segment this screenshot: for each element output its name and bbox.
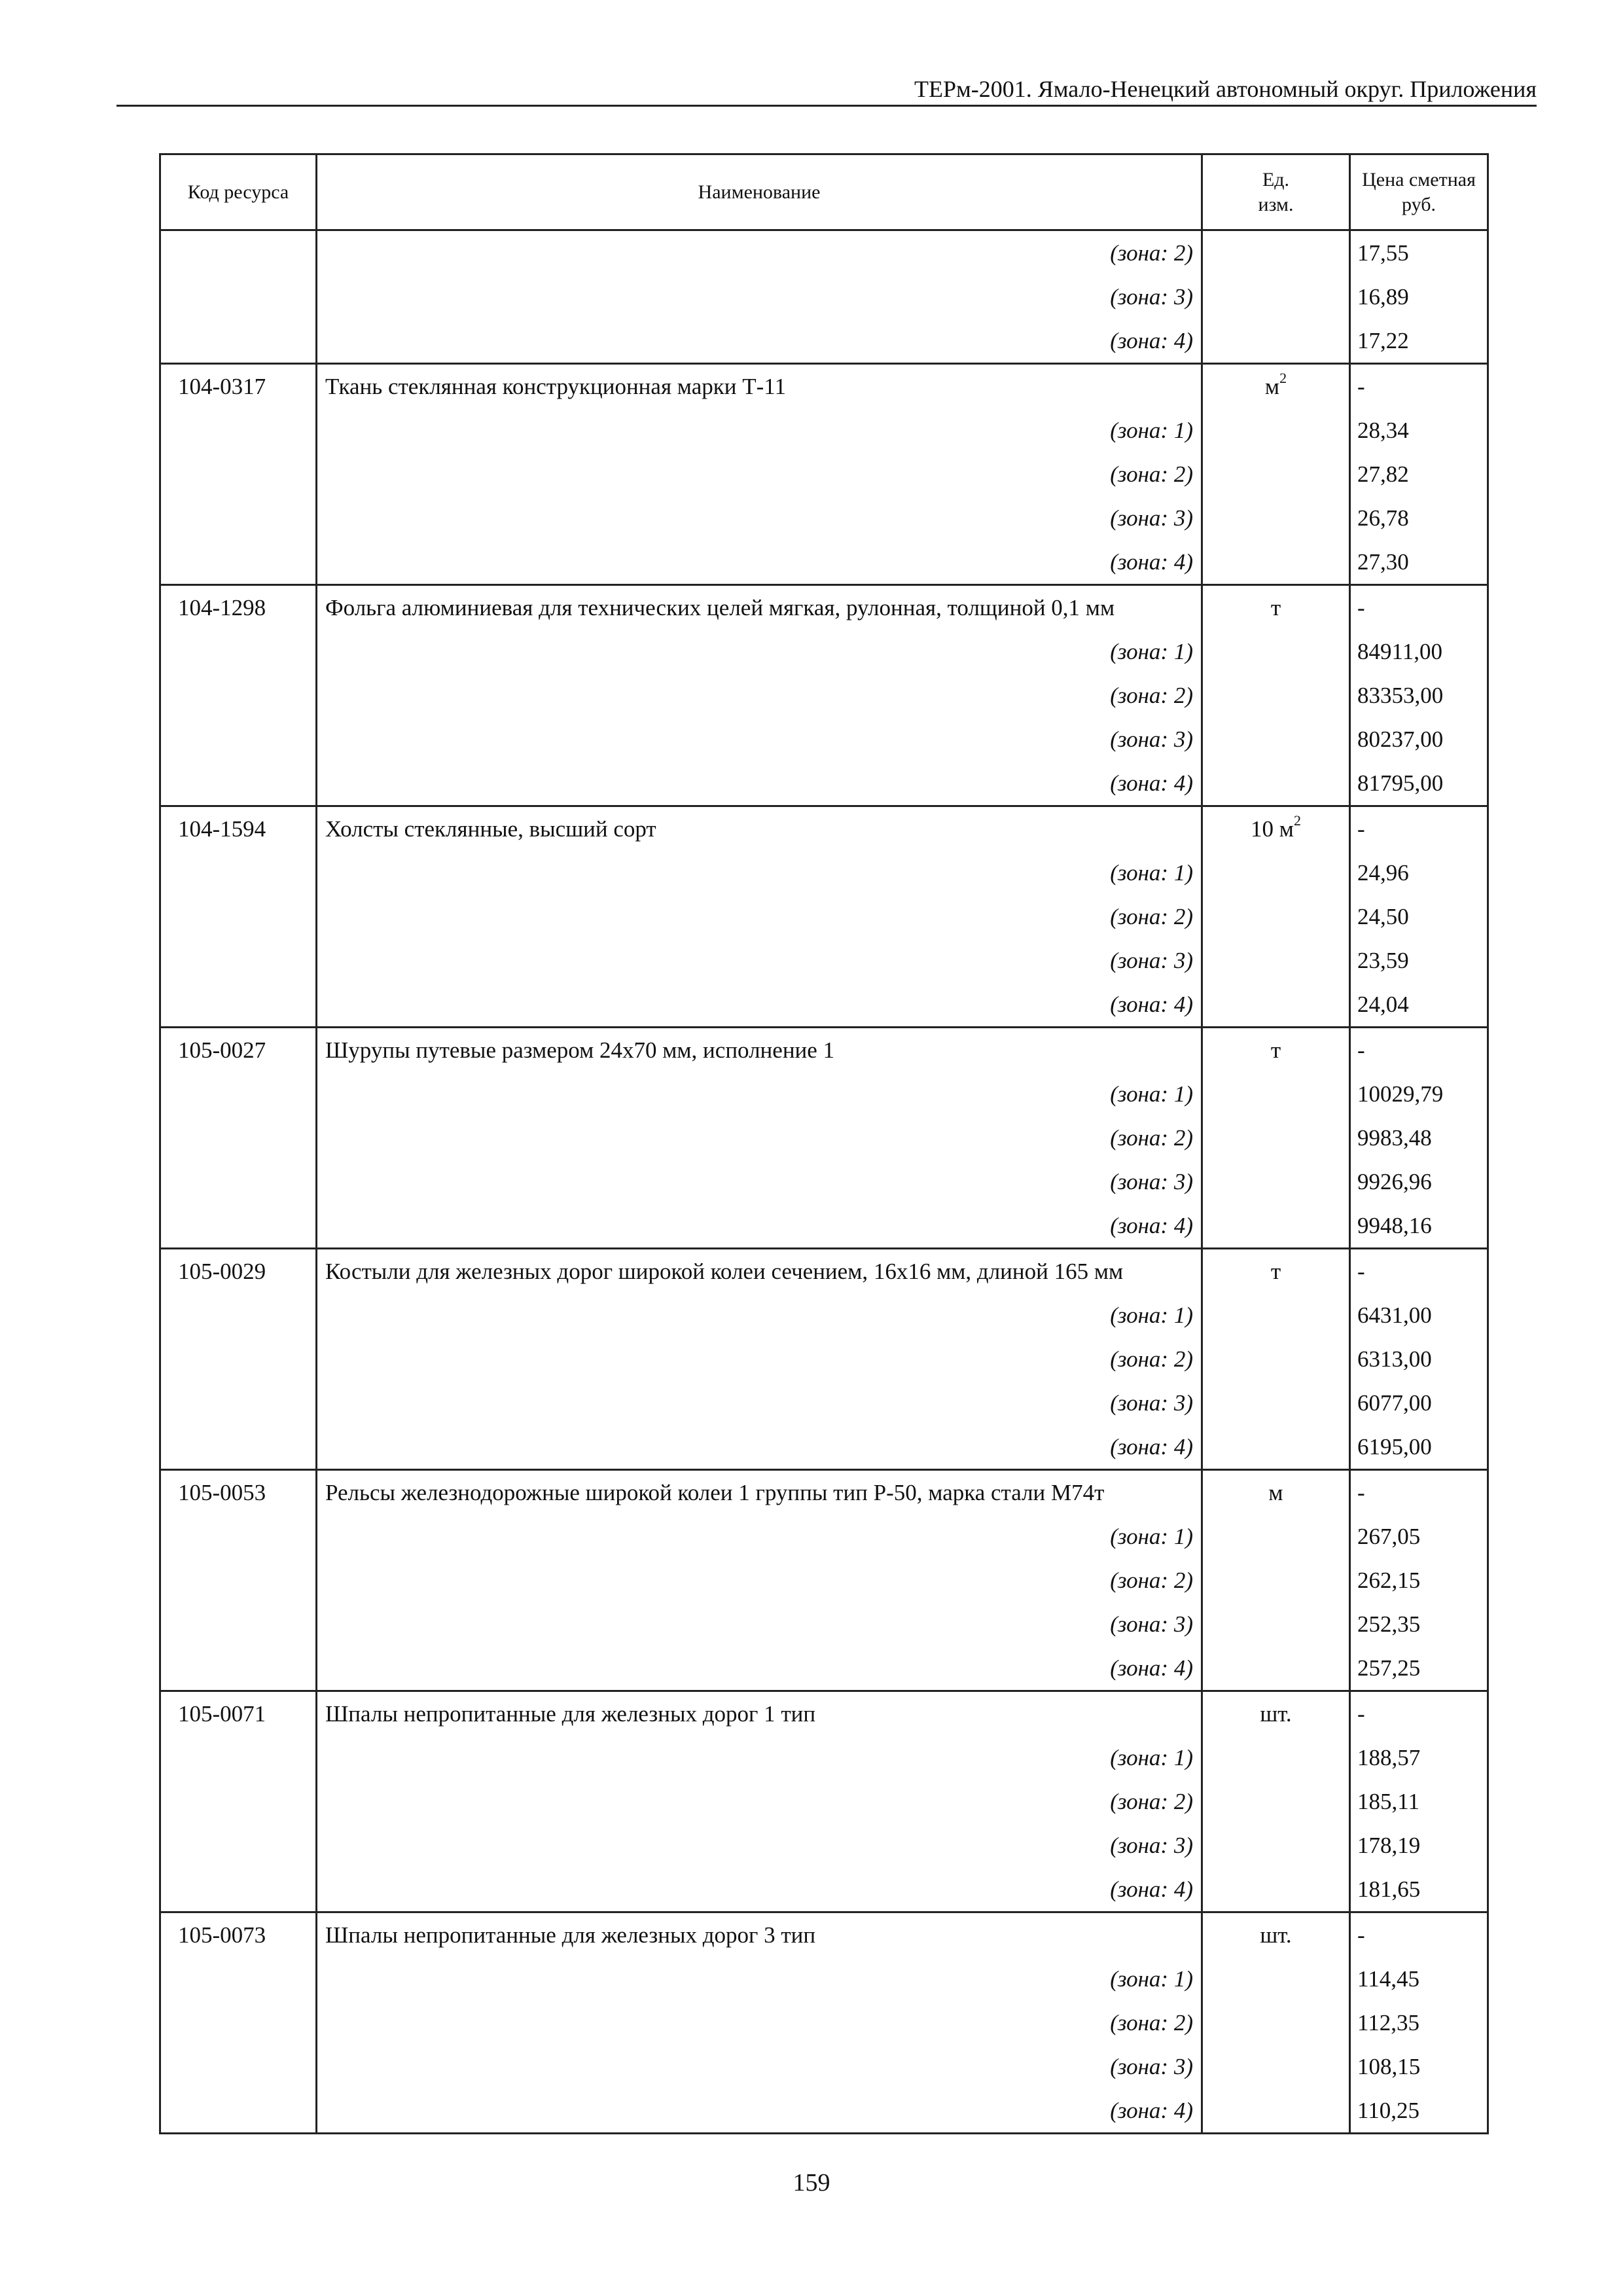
table-row <box>160 1691 1488 1912</box>
unit-text: 10 м <box>1251 816 1294 842</box>
unit-cell <box>1202 1912 1350 2134</box>
resource-code-cell <box>160 1691 317 1912</box>
unit-value <box>1203 365 1349 408</box>
zone-label: (зона: 4) <box>1110 1213 1193 1238</box>
resource-name: Костыли для железных дорог широкой колеи сечением, 16х16 мм, длиной 165 мм <box>325 1259 1124 1284</box>
page-number: 159 <box>793 2169 830 2197</box>
resource-code: 105-0027 <box>178 1037 266 1063</box>
zone-label: (зона: 2) <box>1110 1346 1193 1372</box>
zone-label: (зона: 4) <box>1110 328 1193 353</box>
zone-price: 185,11 <box>1357 1789 1419 1814</box>
zone-price: 6313,00 <box>1357 1346 1432 1372</box>
zone-label: (зона: 4) <box>1110 1655 1193 1681</box>
running-header: ТЕРм-2001. Ямало-Ненецкий автономный округ. Приложения <box>116 73 1537 107</box>
unit-value <box>1203 1249 1349 1293</box>
zone-price: 9926,96 <box>1357 1169 1432 1194</box>
resource-code: 104-1594 <box>178 816 266 842</box>
unit-text: т <box>1270 595 1281 620</box>
zone-label: (зона: 2) <box>1110 1568 1193 1593</box>
zone-price: 108,15 <box>1357 2054 1421 2079</box>
zone-label: (зона: 1) <box>1110 639 1193 664</box>
table-row <box>160 806 1488 1028</box>
resource-code: 104-0317 <box>178 374 266 399</box>
resource-name: Холсты стеклянные, высший сорт <box>325 816 656 842</box>
zone-label: (зона: 3) <box>1110 726 1193 752</box>
price-cell <box>1350 585 1488 806</box>
zone-label: (зона: 4) <box>1110 992 1193 1017</box>
zone-price: 17,22 <box>1357 328 1409 353</box>
zone-price: 27,82 <box>1357 461 1409 487</box>
table-row <box>160 1470 1488 1691</box>
price-cell <box>1350 364 1488 585</box>
unit-cell <box>1202 1028 1350 1249</box>
table-row <box>160 585 1488 806</box>
resource-name-cell <box>317 585 1202 806</box>
zone-price: 23,59 <box>1357 948 1409 973</box>
column-header-price <box>1350 154 1488 230</box>
column-header-unit <box>1202 154 1350 230</box>
zone-label: (зона: 3) <box>1110 1390 1193 1416</box>
unit-text: т <box>1270 1037 1281 1063</box>
unit-cell <box>1202 364 1350 585</box>
resource-code-cell <box>160 364 317 585</box>
resource-code: 104-1298 <box>178 595 266 620</box>
unit-value <box>1203 1913 1349 1957</box>
resource-name-cell <box>317 1028 1202 1249</box>
zone-label: (зона: 2) <box>1110 904 1193 929</box>
resource-code: 105-0029 <box>178 1259 266 1284</box>
zone-label: (зона: 2) <box>1110 240 1193 266</box>
unit-cell <box>1202 585 1350 806</box>
price-cell <box>1350 1028 1488 1249</box>
zone-label: (зона: 3) <box>1110 1169 1193 1194</box>
zone-price: 181,65 <box>1357 1876 1421 1902</box>
unit-cell <box>1202 1249 1350 1470</box>
zone-label: (зона: 4) <box>1110 549 1193 575</box>
zone-price: 84911,00 <box>1357 639 1442 664</box>
table-row <box>160 1249 1488 1470</box>
zone-price: 262,15 <box>1357 1568 1421 1593</box>
resource-name: Шпалы непропитанные для железных дорог 1 тип <box>325 1701 816 1727</box>
resource-code: 105-0071 <box>178 1701 266 1727</box>
zone-label: (зона: 4) <box>1110 2098 1193 2123</box>
unit-text: м <box>1264 374 1280 399</box>
zone-price: 28,34 <box>1357 418 1409 443</box>
resource-name-cell <box>317 806 1202 1028</box>
zone-label: (зона: 4) <box>1110 1434 1193 1460</box>
unit-superscript: 2 <box>1279 370 1287 387</box>
unit-cell <box>1202 230 1350 364</box>
zone-price: 188,57 <box>1357 1745 1421 1770</box>
zone-label: (зона: 2) <box>1110 2010 1193 2036</box>
unit-value <box>1203 1692 1349 1736</box>
resource-name: Фольга алюминиевая для технических целей мягкая, рулонная, толщиной 0,1 мм <box>325 595 1115 620</box>
unit-cell <box>1202 1691 1350 1912</box>
resource-code-cell <box>160 806 317 1028</box>
resource-code-cell <box>160 1028 317 1249</box>
table-row <box>160 230 1488 364</box>
zone-label: (зона: 3) <box>1110 284 1193 310</box>
zone-label: (зона: 2) <box>1110 461 1193 487</box>
zone-price: 27,30 <box>1357 549 1409 575</box>
base-price: - <box>1357 1259 1365 1284</box>
zone-price: 9948,16 <box>1357 1213 1432 1238</box>
zone-price: 24,04 <box>1357 992 1409 1017</box>
base-price: - <box>1357 374 1365 399</box>
zone-price: 81795,00 <box>1357 770 1444 796</box>
table-row <box>160 364 1488 585</box>
zone-label: (зона: 3) <box>1110 948 1193 973</box>
resource-name-cell <box>317 1691 1202 1912</box>
zone-label: (зона: 4) <box>1110 770 1193 796</box>
resource-price-table <box>159 153 1489 2134</box>
zone-price: 257,25 <box>1357 1655 1421 1681</box>
price-cell <box>1350 230 1488 364</box>
zone-price: 24,50 <box>1357 904 1409 929</box>
resource-code-cell <box>160 1249 317 1470</box>
resource-name-cell <box>317 1912 1202 2134</box>
resource-name-cell <box>317 230 1202 364</box>
column-header-unit-line1: Ед. <box>1262 168 1290 190</box>
table-row <box>160 1912 1488 2134</box>
zone-price: 6195,00 <box>1357 1434 1432 1460</box>
column-header-price-line2: руб. <box>1402 193 1436 215</box>
table-body <box>160 230 1488 2134</box>
zone-label: (зона: 3) <box>1110 1611 1193 1637</box>
zone-label: (зона: 1) <box>1110 1081 1193 1107</box>
unit-value <box>1203 586 1349 630</box>
resource-name: Рельсы железнодорожные широкой колеи 1 группы тип Р-50, марка стали М74т <box>325 1480 1105 1505</box>
zone-price: 16,89 <box>1357 284 1409 310</box>
zone-label: (зона: 1) <box>1110 1966 1193 1992</box>
price-cell <box>1350 1470 1488 1691</box>
zone-label: (зона: 1) <box>1110 1745 1193 1770</box>
column-header-price-line1: Цена сметная <box>1362 168 1476 190</box>
zone-price: 6077,00 <box>1357 1390 1432 1416</box>
column-header-unit-line2: изм. <box>1258 193 1294 215</box>
unit-cell <box>1202 1470 1350 1691</box>
table-row <box>160 1028 1488 1249</box>
zone-label: (зона: 1) <box>1110 1302 1193 1328</box>
unit-value <box>1203 1028 1349 1072</box>
zone-label: (зона: 1) <box>1110 860 1193 886</box>
zone-price: 24,96 <box>1357 860 1409 886</box>
unit-value <box>1203 807 1349 851</box>
unit-text: м <box>1268 1480 1283 1505</box>
resource-name-cell <box>317 1470 1202 1691</box>
price-cell <box>1350 806 1488 1028</box>
zone-label: (зона: 3) <box>1110 505 1193 531</box>
unit-cell <box>1202 806 1350 1028</box>
zone-price: 252,35 <box>1357 1611 1421 1637</box>
zone-label: (зона: 2) <box>1110 683 1193 708</box>
resource-name: Ткань стеклянная конструкционная марки Т-11 <box>325 374 786 399</box>
column-header-name: Наименование <box>317 154 1202 230</box>
unit-value <box>1203 1471 1349 1515</box>
base-price: - <box>1357 1922 1365 1948</box>
zone-price: 80237,00 <box>1357 726 1444 752</box>
zone-price: 178,19 <box>1357 1833 1421 1858</box>
column-header-code: Код ресурса <box>160 154 317 230</box>
resource-code-cell <box>160 1470 317 1691</box>
zone-price: 112,35 <box>1357 2010 1419 2036</box>
resource-code: 105-0073 <box>178 1922 266 1948</box>
resource-code-cell <box>160 1912 317 2134</box>
zone-price: 17,55 <box>1357 240 1409 266</box>
zone-label: (зона: 3) <box>1110 1833 1193 1858</box>
resource-name: Шпалы непропитанные для железных дорог 3 тип <box>325 1922 816 1948</box>
resource-code-cell <box>160 230 317 364</box>
price-cell <box>1350 1691 1488 1912</box>
zone-label: (зона: 2) <box>1110 1125 1193 1151</box>
price-cell <box>1350 1912 1488 2134</box>
zone-price: 267,05 <box>1357 1524 1421 1549</box>
zone-price: 10029,79 <box>1357 1081 1444 1107</box>
unit-superscript: 2 <box>1293 812 1301 829</box>
resource-name: Шурупы путевые размером 24х70 мм, исполнение 1 <box>325 1037 835 1063</box>
base-price: - <box>1357 1480 1365 1505</box>
zone-price: 114,45 <box>1357 1966 1419 1992</box>
base-price: - <box>1357 595 1365 620</box>
zone-label: (зона: 1) <box>1110 1524 1193 1549</box>
zone-price: 110,25 <box>1357 2098 1419 2123</box>
zone-price: 26,78 <box>1357 505 1409 531</box>
base-price: - <box>1357 816 1365 842</box>
price-cell <box>1350 1249 1488 1470</box>
table-header-row <box>160 154 1488 230</box>
resource-code: 105-0053 <box>178 1480 266 1505</box>
resource-name-cell <box>317 364 1202 585</box>
zone-label: (зона: 3) <box>1110 2054 1193 2079</box>
resource-code-cell <box>160 585 317 806</box>
unit-text: шт. <box>1260 1701 1292 1727</box>
zone-label: (зона: 1) <box>1110 418 1193 443</box>
zone-price: 83353,00 <box>1357 683 1444 708</box>
zone-price: 9983,48 <box>1357 1125 1432 1151</box>
zone-label: (зона: 4) <box>1110 1876 1193 1902</box>
unit-text: шт. <box>1260 1922 1292 1948</box>
base-price: - <box>1357 1037 1365 1063</box>
zone-price: 6431,00 <box>1357 1302 1432 1328</box>
unit-text: т <box>1270 1259 1281 1284</box>
resource-name-cell <box>317 1249 1202 1470</box>
zone-label: (зона: 2) <box>1110 1789 1193 1814</box>
base-price: - <box>1357 1701 1365 1727</box>
